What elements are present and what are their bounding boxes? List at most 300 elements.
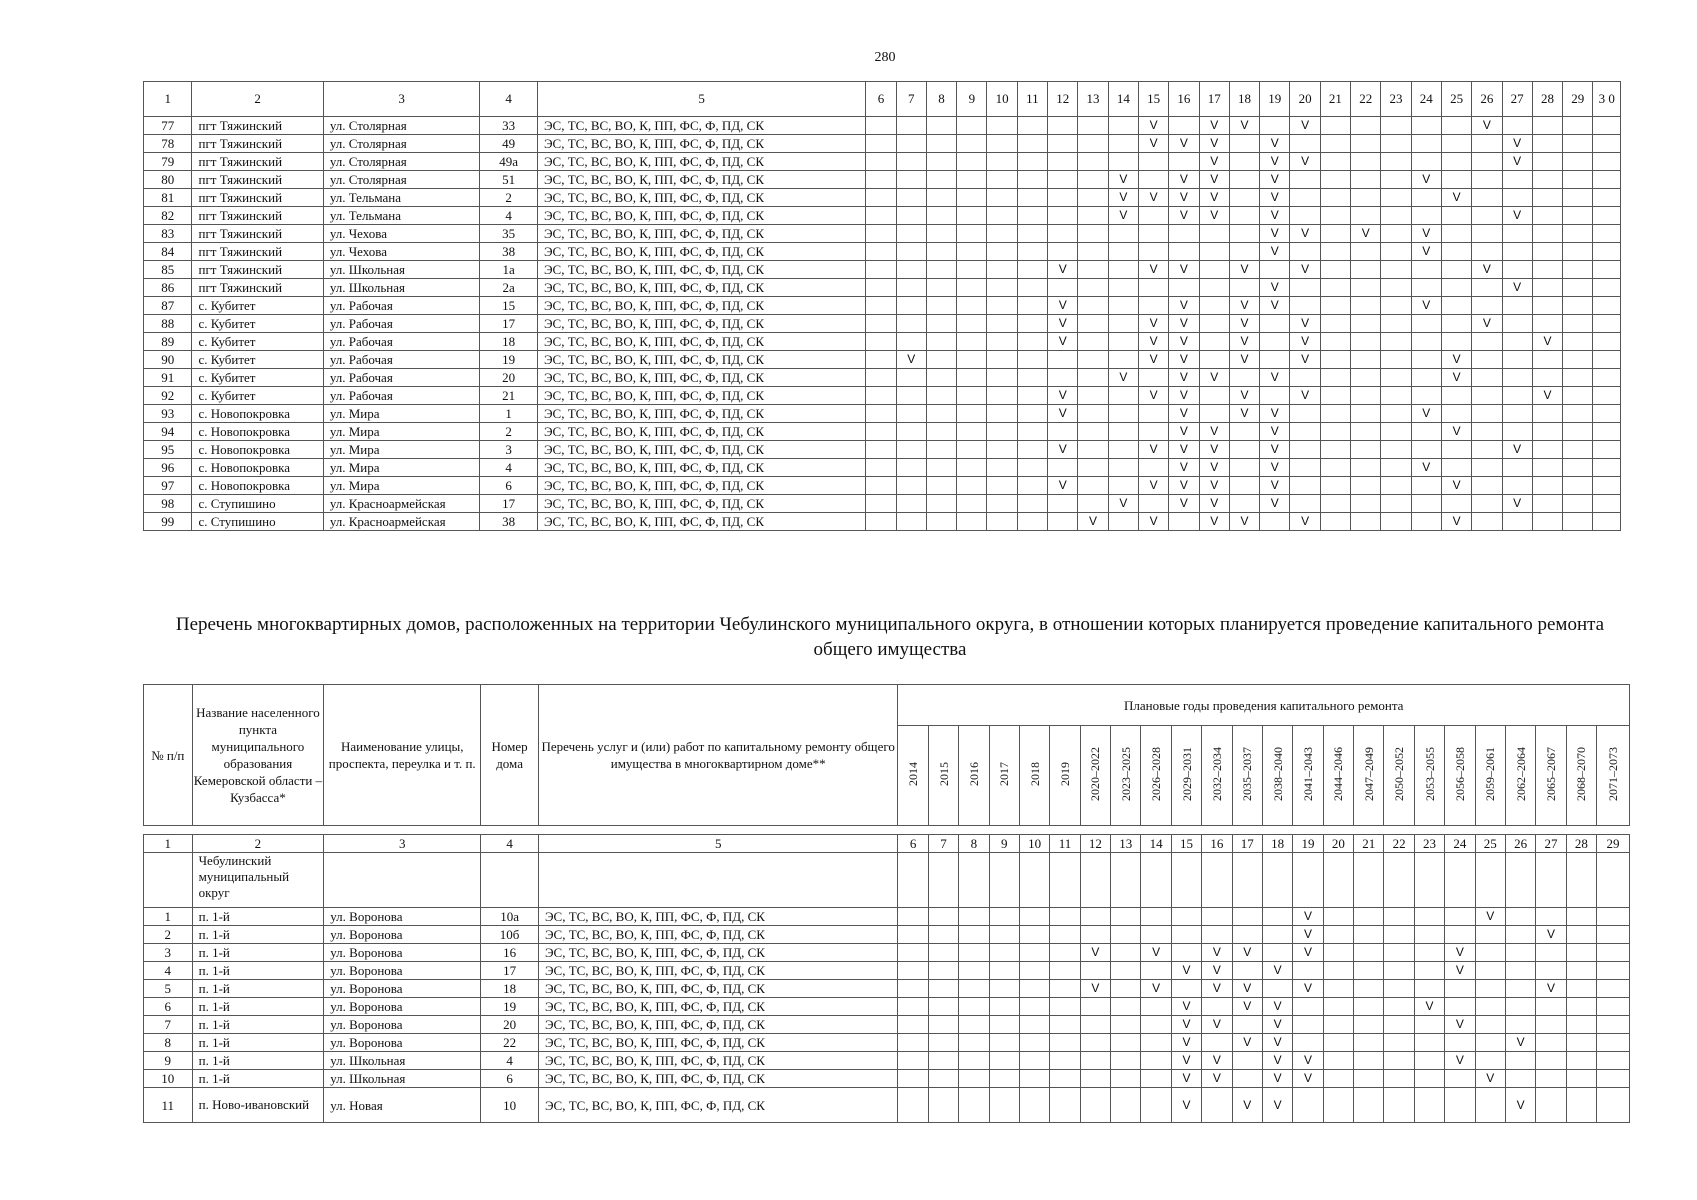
year-cell — [1411, 189, 1441, 207]
year-cell — [957, 513, 987, 531]
street-cell: ул. Воронова — [324, 980, 481, 998]
year-cell — [1320, 351, 1350, 369]
year-cell — [1505, 962, 1535, 980]
year-cell — [1017, 369, 1047, 387]
year-cell — [866, 423, 896, 441]
year-mark: V — [1202, 1052, 1232, 1070]
year-cell — [1229, 495, 1259, 513]
year-mark: V — [1262, 962, 1292, 980]
year-mark: V — [1290, 261, 1320, 279]
year-cell — [1078, 405, 1108, 423]
year-mark: V — [1202, 980, 1232, 998]
year-cell — [1320, 243, 1350, 261]
year-cell — [1505, 853, 1535, 908]
year-mark: V — [1290, 117, 1320, 135]
year-cell — [1593, 117, 1621, 135]
year-cell — [987, 369, 1017, 387]
year-cell — [1320, 225, 1350, 243]
year-mark: V — [1048, 387, 1078, 405]
header-year-label: 2015 — [936, 761, 951, 786]
year-cell — [1414, 908, 1444, 926]
header-number: 12 — [1048, 82, 1078, 117]
year-cell — [1597, 998, 1630, 1016]
row-number: 7 — [144, 1016, 193, 1034]
year-cell — [1472, 297, 1502, 315]
services-cell: ЭС, ТС, ВС, ВО, К, ПП, ФС, Ф, ПД, СК — [538, 998, 898, 1016]
year-cell — [898, 853, 928, 908]
year-cell — [1472, 333, 1502, 351]
year-cell — [1017, 315, 1047, 333]
year-cell — [1323, 1052, 1353, 1070]
year-cell — [1414, 1052, 1444, 1070]
year-cell — [1597, 1052, 1630, 1070]
year-cell — [1050, 926, 1080, 944]
year-cell — [926, 459, 956, 477]
year-cell — [1019, 980, 1049, 998]
year-cell — [1563, 225, 1593, 243]
year-cell — [1502, 459, 1532, 477]
row-number: 78 — [144, 135, 192, 153]
year-cell — [896, 171, 926, 189]
year-mark: V — [1199, 495, 1229, 513]
year-cell — [1108, 279, 1138, 297]
year-cell — [1199, 333, 1229, 351]
year-cell — [1351, 243, 1381, 261]
year-cell — [1384, 853, 1414, 908]
header-number: 17 — [1199, 82, 1229, 117]
header-year-label: 2014 — [906, 761, 921, 786]
year-cell — [928, 980, 958, 998]
year-cell — [1597, 962, 1630, 980]
year-mark: V — [1171, 1088, 1201, 1123]
year-cell — [1502, 423, 1532, 441]
year-cell — [1019, 1016, 1049, 1034]
year-cell — [1141, 1052, 1171, 1070]
year-mark: V — [1138, 117, 1168, 135]
year-cell — [926, 369, 956, 387]
header-number: 28 — [1566, 835, 1596, 853]
year-cell — [1171, 926, 1201, 944]
year-cell — [989, 853, 1019, 908]
year-cell — [1593, 333, 1621, 351]
street-cell: ул. Рабочая — [323, 387, 480, 405]
year-cell — [896, 153, 926, 171]
house-cell: 1а — [480, 261, 538, 279]
year-cell — [1354, 1052, 1384, 1070]
settlement-cell: пгт Тяжинский — [192, 117, 323, 135]
header-number: 3 — [323, 82, 480, 117]
header-number: 1 — [144, 835, 193, 853]
year-cell — [1475, 980, 1505, 998]
year-cell — [1108, 153, 1138, 171]
year-cell — [1472, 153, 1502, 171]
year-cell — [987, 243, 1017, 261]
year-cell — [1381, 279, 1411, 297]
year-cell — [957, 189, 987, 207]
year-cell — [1078, 459, 1108, 477]
year-cell — [1445, 1070, 1475, 1088]
row-number: 4 — [144, 962, 193, 980]
year-mark: V — [1141, 944, 1171, 962]
header-number: 17 — [1232, 835, 1262, 853]
table-row — [144, 1070, 1630, 1088]
year-cell — [896, 135, 926, 153]
year-mark: V — [1505, 1034, 1535, 1052]
services-cell: ЭС, ТС, ВС, ВО, К, ПП, ФС, Ф, ПД, СК — [537, 495, 865, 513]
year-cell — [1441, 297, 1471, 315]
year-cell — [1536, 1016, 1566, 1034]
year-cell — [1232, 853, 1262, 908]
year-cell — [1384, 1088, 1414, 1123]
services-cell: ЭС, ТС, ВС, ВО, К, ПП, ФС, Ф, ПД, СК — [537, 207, 865, 225]
year-cell — [1472, 405, 1502, 423]
year-cell — [1593, 279, 1621, 297]
year-mark: V — [1138, 441, 1168, 459]
page-number: 280 — [874, 50, 896, 65]
settlement-cell: с. Новопокровка — [192, 477, 323, 495]
year-cell — [987, 171, 1017, 189]
year-cell — [898, 980, 928, 998]
year-cell — [1229, 441, 1259, 459]
year-cell — [987, 315, 1017, 333]
year-cell — [1414, 926, 1444, 944]
year-cell — [1262, 853, 1292, 908]
settlement-cell: п. 1-й — [192, 944, 324, 962]
header-number: 28 — [1532, 82, 1562, 117]
street-cell: ул. Рабочая — [323, 369, 480, 387]
year-mark: V — [1293, 926, 1323, 944]
year-mark: V — [1171, 1034, 1201, 1052]
year-mark: V — [1169, 171, 1199, 189]
year-cell — [1384, 944, 1414, 962]
year-cell — [1563, 495, 1593, 513]
settlement-cell: с. Ступишино — [192, 495, 323, 513]
header-year-label: 2038–2040 — [1270, 746, 1285, 801]
year-cell — [1441, 117, 1471, 135]
year-cell — [896, 315, 926, 333]
year-cell — [1141, 962, 1171, 980]
year-cell — [1354, 944, 1384, 962]
year-cell — [1411, 153, 1441, 171]
year-cell — [1078, 207, 1108, 225]
settlement-cell: с. Новопокровка — [192, 405, 323, 423]
header-col-house: Номер дома — [481, 685, 539, 826]
row-number: 84 — [144, 243, 192, 261]
header-year — [1536, 726, 1566, 826]
year-mark: V — [1260, 423, 1290, 441]
year-cell — [1411, 135, 1441, 153]
house-cell: 2 — [480, 423, 538, 441]
house-cell: 17 — [480, 495, 538, 513]
year-cell — [1323, 998, 1353, 1016]
year-cell — [1472, 459, 1502, 477]
year-mark: V — [1229, 351, 1259, 369]
year-cell — [987, 441, 1017, 459]
year-cell — [1441, 387, 1471, 405]
year-mark: V — [1229, 333, 1259, 351]
table-row — [144, 495, 1621, 513]
year-cell — [866, 459, 896, 477]
table-row — [144, 225, 1621, 243]
year-cell — [1593, 315, 1621, 333]
year-cell — [1232, 1016, 1262, 1034]
year-cell — [1411, 387, 1441, 405]
year-cell — [987, 135, 1017, 153]
year-cell — [1472, 135, 1502, 153]
year-mark: V — [1472, 117, 1502, 135]
year-cell — [1472, 495, 1502, 513]
year-mark: V — [1505, 1088, 1535, 1123]
table-row — [144, 980, 1630, 998]
year-mark: V — [1232, 980, 1262, 998]
year-mark: V — [1169, 369, 1199, 387]
year-cell — [1532, 279, 1562, 297]
year-cell — [1229, 171, 1259, 189]
year-mark: V — [1108, 171, 1138, 189]
year-mark: V — [1229, 261, 1259, 279]
year-cell — [957, 405, 987, 423]
year-cell — [989, 1088, 1019, 1123]
street-cell: ул. Воронова — [324, 1034, 481, 1052]
year-cell — [1017, 405, 1047, 423]
year-cell — [1532, 207, 1562, 225]
year-cell — [1563, 117, 1593, 135]
year-cell — [1381, 495, 1411, 513]
year-cell — [1411, 351, 1441, 369]
year-cell — [1475, 1088, 1505, 1123]
table-row — [144, 135, 1621, 153]
house-cell: 51 — [480, 171, 538, 189]
year-cell — [957, 351, 987, 369]
year-cell — [1290, 495, 1320, 513]
table-lower-body — [144, 685, 1630, 1123]
year-cell — [1260, 261, 1290, 279]
header-number: 26 — [1505, 835, 1535, 853]
year-cell — [1320, 117, 1350, 135]
year-cell — [866, 387, 896, 405]
year-cell — [1411, 279, 1441, 297]
header-year — [898, 726, 928, 826]
year-cell — [866, 279, 896, 297]
year-cell — [1199, 387, 1229, 405]
year-mark: V — [1290, 333, 1320, 351]
year-cell — [928, 1070, 958, 1088]
section-title: Перечень многоквартирных домов, расположенных на территории Чебулинского муниципального округа, в отношении которых планируется проведение капитального ремонта общего имущества — [175, 614, 1605, 660]
year-cell — [1199, 225, 1229, 243]
year-mark: V — [1171, 1052, 1201, 1070]
year-cell — [989, 908, 1019, 926]
year-cell — [866, 225, 896, 243]
year-cell — [1475, 926, 1505, 944]
year-cell — [1320, 459, 1350, 477]
year-mark: V — [1475, 908, 1505, 926]
year-cell — [1111, 1070, 1141, 1088]
year-mark: V — [1262, 1052, 1292, 1070]
year-cell — [1320, 189, 1350, 207]
year-cell — [1108, 477, 1138, 495]
year-cell — [1108, 261, 1138, 279]
house-cell: 49а — [480, 153, 538, 171]
year-mark: V — [1260, 441, 1290, 459]
year-cell — [1441, 135, 1471, 153]
year-cell — [1441, 405, 1471, 423]
year-cell — [926, 117, 956, 135]
year-cell — [1017, 441, 1047, 459]
year-mark: V — [1472, 315, 1502, 333]
year-cell — [1048, 423, 1078, 441]
year-cell — [1381, 369, 1411, 387]
year-cell — [1323, 944, 1353, 962]
house-cell: 18 — [480, 333, 538, 351]
year-mark: V — [1260, 189, 1290, 207]
year-cell — [1048, 495, 1078, 513]
year-cell — [1078, 351, 1108, 369]
year-cell — [987, 279, 1017, 297]
year-cell — [1017, 171, 1047, 189]
header-number: 5 — [538, 835, 898, 853]
row-number: 82 — [144, 207, 192, 225]
year-cell — [1290, 243, 1320, 261]
street-cell: ул. Воронова — [324, 908, 481, 926]
year-cell — [1441, 171, 1471, 189]
year-cell — [1078, 171, 1108, 189]
year-cell — [1048, 243, 1078, 261]
year-cell — [1019, 853, 1049, 908]
header-number: 24 — [1411, 82, 1441, 117]
house-cell: 2а — [480, 279, 538, 297]
services-cell: ЭС, ТС, ВС, ВО, К, ПП, ФС, Ф, ПД, СК — [537, 423, 865, 441]
house-cell: 16 — [481, 944, 539, 962]
street-cell: ул. Школьная — [323, 279, 480, 297]
year-cell — [866, 441, 896, 459]
header-number: 11 — [1017, 82, 1047, 117]
year-cell — [959, 1016, 989, 1034]
year-mark: V — [1260, 477, 1290, 495]
settlement-cell: пгт Тяжинский — [192, 243, 323, 261]
year-cell — [957, 495, 987, 513]
year-mark: V — [1441, 513, 1471, 531]
year-cell — [989, 1070, 1019, 1088]
year-mark: V — [1502, 495, 1532, 513]
year-cell — [1502, 477, 1532, 495]
year-cell — [926, 495, 956, 513]
year-cell — [989, 1016, 1019, 1034]
year-cell — [1017, 513, 1047, 531]
year-cell — [1381, 207, 1411, 225]
year-cell — [866, 135, 896, 153]
year-cell — [1202, 926, 1232, 944]
year-cell — [896, 333, 926, 351]
year-cell — [1502, 513, 1532, 531]
year-mark: V — [1411, 225, 1441, 243]
year-cell — [928, 853, 958, 908]
year-cell — [1080, 908, 1110, 926]
year-cell — [1441, 315, 1471, 333]
year-cell — [1593, 459, 1621, 477]
year-mark: V — [1171, 998, 1201, 1016]
street-cell: ул. Тельмана — [323, 207, 480, 225]
year-cell — [957, 315, 987, 333]
settlement-cell: с. Новопокровка — [192, 423, 323, 441]
table-row — [144, 962, 1630, 980]
year-cell — [928, 1034, 958, 1052]
year-cell — [1078, 387, 1108, 405]
year-mark: V — [1138, 135, 1168, 153]
year-cell — [898, 1052, 928, 1070]
settlement-cell: п. 1-й — [192, 1016, 324, 1034]
year-cell — [1536, 908, 1566, 926]
settlement-cell: пгт Тяжинский — [192, 225, 323, 243]
year-cell — [1563, 189, 1593, 207]
year-cell — [1536, 944, 1566, 962]
year-cell — [1414, 853, 1444, 908]
year-cell — [1593, 225, 1621, 243]
year-cell — [1199, 261, 1229, 279]
year-cell — [1411, 333, 1441, 351]
year-cell — [1080, 1070, 1110, 1088]
house-cell: 19 — [480, 351, 538, 369]
year-cell — [1384, 1052, 1414, 1070]
header-year-label: 2017 — [997, 761, 1012, 786]
year-cell — [1381, 459, 1411, 477]
street-cell: ул. Тельмана — [323, 189, 480, 207]
year-cell — [866, 513, 896, 531]
year-mark: V — [1260, 171, 1290, 189]
year-cell — [926, 315, 956, 333]
year-cell — [1351, 477, 1381, 495]
year-cell — [1351, 459, 1381, 477]
year-cell — [1566, 944, 1596, 962]
year-cell — [987, 351, 1017, 369]
services-cell: ЭС, ТС, ВС, ВО, К, ПП, ФС, Ф, ПД, СК — [537, 297, 865, 315]
settlement-cell: п. 1-й — [192, 908, 324, 926]
header-number: 15 — [1138, 82, 1168, 117]
year-cell — [1597, 1070, 1630, 1088]
street-cell: ул. Рабочая — [323, 315, 480, 333]
year-mark: V — [1232, 944, 1262, 962]
table-row — [144, 189, 1621, 207]
year-mark: V — [1080, 980, 1110, 998]
year-cell — [1532, 135, 1562, 153]
year-mark: V — [1290, 513, 1320, 531]
year-cell — [896, 495, 926, 513]
street-cell: ул. Мира — [323, 423, 480, 441]
year-cell — [1078, 261, 1108, 279]
table-lower-header-numbers — [144, 835, 1630, 853]
street-cell: ул. Мира — [323, 477, 480, 495]
year-mark: V — [1262, 998, 1292, 1016]
year-cell — [1597, 908, 1630, 926]
header-year-label: 2035–2037 — [1240, 746, 1255, 801]
year-cell — [959, 1088, 989, 1123]
services-cell: ЭС, ТС, ВС, ВО, К, ПП, ФС, Ф, ПД, СК — [538, 944, 898, 962]
row-number: 6 — [144, 998, 193, 1016]
table-row — [144, 1034, 1630, 1052]
year-mark: V — [1108, 495, 1138, 513]
row-number: 2 — [144, 926, 193, 944]
year-cell — [1080, 962, 1110, 980]
year-cell — [1351, 333, 1381, 351]
table-row — [144, 153, 1621, 171]
year-cell — [866, 351, 896, 369]
year-cell — [987, 405, 1017, 423]
year-cell — [1354, 962, 1384, 980]
year-cell — [987, 477, 1017, 495]
year-cell — [1108, 351, 1138, 369]
year-mark: V — [1169, 495, 1199, 513]
row-number: 11 — [144, 1088, 193, 1123]
year-cell — [1381, 441, 1411, 459]
